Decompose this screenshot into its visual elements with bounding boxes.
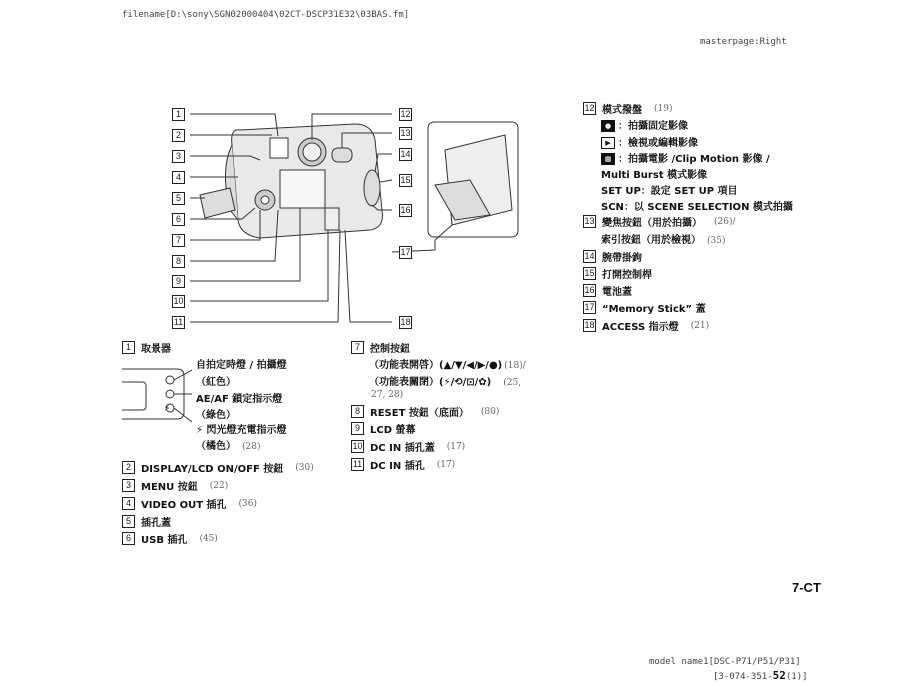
item-7-line-2-text: （功能表開啓）(▲/▼/◀/▶/●) bbox=[369, 360, 503, 371]
callout-8: 8 bbox=[172, 255, 185, 268]
callout-2: 2 bbox=[172, 129, 185, 142]
mode-movie bbox=[601, 150, 770, 165]
callout-6: 6 bbox=[172, 213, 185, 226]
item-13-num: 13 bbox=[584, 216, 595, 226]
mode-still-text: ：拍攝固定影像 bbox=[618, 121, 688, 132]
filename-header: filename[D:\sony\SGN02000404\02CT-DSCP31E32\03BAS.fm] bbox=[122, 10, 410, 20]
item-15-num: 15 bbox=[584, 268, 595, 278]
callout-1: 1 bbox=[172, 108, 185, 121]
item-5-num: 5 bbox=[122, 515, 135, 528]
item-13 bbox=[583, 214, 736, 229]
item-16 bbox=[583, 283, 632, 298]
item-12-page: (19) bbox=[654, 103, 673, 114]
item-7-line-2 bbox=[369, 356, 526, 371]
item-6-page: (45) bbox=[199, 533, 218, 544]
item-10-label: DC IN 插孔蓋 bbox=[370, 443, 435, 454]
item-1-label: 取景器 bbox=[141, 344, 171, 355]
callout-14: 14 bbox=[400, 149, 411, 159]
item-14-num: 14 bbox=[584, 251, 595, 261]
item-7-line-2-page: (18)/ bbox=[504, 361, 526, 371]
finder-line-6-text: （橘色） bbox=[196, 441, 236, 452]
footer-code-post: (1)] bbox=[785, 672, 808, 682]
finder-line-6-page: (28) bbox=[242, 442, 261, 452]
item-7-line-4: 27, 28) bbox=[371, 390, 404, 400]
item-3-page: (22) bbox=[209, 480, 229, 491]
mode-setup: SET UP：設定 SET UP 項目 bbox=[601, 186, 738, 197]
finder-line-5-text: 閃光燈充電指示燈 bbox=[206, 425, 287, 436]
item-7-line-3 bbox=[369, 373, 521, 388]
item-13-page: (26)/ bbox=[714, 216, 736, 227]
item-9-num: 9 bbox=[351, 422, 364, 435]
item-16-num: 16 bbox=[584, 285, 595, 295]
callout-5: 5 bbox=[172, 192, 185, 205]
mode-playback-text: ：檢視或編輯影像 bbox=[618, 138, 698, 149]
item-8 bbox=[351, 404, 499, 419]
item-13-label: 變焦按鈕（用於拍攝） bbox=[602, 218, 702, 229]
footer-code-pre: [3-074-351- bbox=[713, 672, 773, 682]
item-7 bbox=[351, 340, 410, 355]
item-2-page: (30) bbox=[295, 462, 314, 473]
item-1-num: 1 bbox=[122, 341, 135, 354]
callout-13: 13 bbox=[400, 128, 411, 138]
camera-icon: ● bbox=[601, 120, 615, 132]
page-number: 7-CT bbox=[792, 580, 821, 595]
item-7-label: 控制按鈕 bbox=[370, 344, 410, 355]
item-6-label: USB 插孔 bbox=[141, 535, 188, 546]
item-18-label: ACCESS 指示燈 bbox=[602, 322, 679, 333]
finder-line-2: （紅色） bbox=[196, 377, 236, 388]
item-8-label: RESET 按鈕（底面） bbox=[370, 408, 469, 419]
footer-code-bold: 52 bbox=[772, 669, 786, 682]
item-11 bbox=[351, 457, 455, 472]
item-4-label: VIDEO OUT 插孔 bbox=[141, 500, 227, 511]
item-17-label: “Memory Stick” 蓋 bbox=[602, 304, 706, 315]
item-11-num: 11 bbox=[352, 459, 363, 469]
item-12-num: 12 bbox=[584, 103, 595, 113]
item-5-label: 插孔蓋 bbox=[141, 518, 171, 529]
item-3 bbox=[122, 478, 228, 493]
finder-line-1: 自拍定時燈 / 拍攝燈 bbox=[196, 360, 287, 371]
item-7-line-3-text: （功能表關閉）(⚡/⟲/⊡/✿) bbox=[369, 377, 492, 388]
item-3-num: 3 bbox=[122, 479, 135, 492]
callout-7: 7 bbox=[172, 234, 185, 247]
item-2 bbox=[122, 460, 314, 475]
item-12-label: 模式撥盤 bbox=[602, 105, 642, 116]
item-7-num: 7 bbox=[351, 341, 364, 354]
item-15 bbox=[583, 266, 652, 281]
finder-line-5 bbox=[196, 421, 287, 436]
item-4 bbox=[122, 496, 257, 511]
callout-17: 17 bbox=[400, 247, 411, 257]
item-14-label: 腕帶掛鉤 bbox=[602, 253, 642, 264]
finder-line-6 bbox=[196, 437, 260, 452]
camera-diagram bbox=[160, 100, 530, 335]
item-7-line-3-page: (25, bbox=[503, 378, 522, 388]
flash-icon: ⚡ bbox=[196, 425, 204, 436]
item-2-num: 2 bbox=[122, 461, 135, 474]
item-2-label: DISPLAY/LCD ON/OFF 按鈕 bbox=[141, 464, 284, 475]
item-14 bbox=[583, 249, 642, 264]
item-15-label: 打開控制桿 bbox=[602, 270, 652, 281]
callout-15: 15 bbox=[400, 175, 411, 185]
item-10-page: (17) bbox=[446, 441, 466, 452]
item-8-page: (80) bbox=[480, 406, 500, 417]
mode-playback bbox=[601, 134, 698, 149]
item-13-line-2 bbox=[601, 231, 725, 246]
finder-line-4: （綠色） bbox=[196, 410, 236, 421]
finder-line-3: AE/AF 鎖定指示燈 bbox=[196, 394, 283, 405]
item-13-line-2-page: (35) bbox=[707, 236, 726, 246]
item-18 bbox=[583, 318, 709, 333]
item-11-label: DC IN 插孔 bbox=[370, 461, 425, 472]
item-17-num: 17 bbox=[584, 302, 595, 312]
item-16-label: 電池蓋 bbox=[602, 287, 632, 298]
footer-code bbox=[713, 669, 808, 682]
item-8-num: 8 bbox=[351, 405, 364, 418]
callout-16: 16 bbox=[400, 205, 411, 215]
movie-icon: ▦ bbox=[601, 153, 615, 165]
finder-illustration bbox=[122, 364, 192, 424]
item-9 bbox=[351, 421, 416, 436]
item-13-line-2-text: 索引按鈕（用於檢視） bbox=[601, 235, 701, 246]
mode-still bbox=[601, 117, 688, 132]
play-icon: ▶ bbox=[601, 137, 615, 149]
item-6 bbox=[122, 531, 218, 546]
callout-10: 10 bbox=[173, 296, 184, 306]
item-3-label: MENU 按鈕 bbox=[141, 482, 198, 493]
item-1 bbox=[122, 340, 171, 355]
flash-symbol-small: ⚡ bbox=[164, 404, 171, 414]
item-4-num: 4 bbox=[122, 497, 135, 510]
item-12 bbox=[583, 101, 672, 116]
item-18-page: (21) bbox=[690, 320, 710, 331]
mode-movie-line-2: Multi Burst 模式影像 bbox=[601, 170, 708, 181]
item-10 bbox=[351, 439, 465, 454]
mode-scn: SCN：以 SCENE SELECTION 模式拍攝 bbox=[601, 202, 793, 213]
item-11-page: (17) bbox=[436, 459, 456, 470]
callout-3: 3 bbox=[172, 150, 185, 163]
footer-model: model name1[DSC-P71/P51/P31] bbox=[649, 657, 801, 667]
item-5 bbox=[122, 514, 171, 529]
masterpage-label: masterpage:Right bbox=[700, 37, 787, 47]
callout-11: 11 bbox=[173, 317, 184, 327]
callout-18: 18 bbox=[400, 317, 411, 327]
mode-movie-text: ：拍攝電影 /Clip Motion 影像 / bbox=[618, 154, 770, 165]
item-10-num: 10 bbox=[352, 441, 363, 451]
item-18-num: 18 bbox=[584, 320, 595, 330]
callout-4: 4 bbox=[172, 171, 185, 184]
callout-12: 12 bbox=[400, 109, 411, 119]
item-9-label: LCD 螢幕 bbox=[370, 425, 416, 436]
item-17 bbox=[583, 300, 706, 315]
item-4-page: (36) bbox=[238, 498, 257, 509]
item-6-num: 6 bbox=[122, 532, 135, 545]
callout-9: 9 bbox=[172, 275, 185, 288]
